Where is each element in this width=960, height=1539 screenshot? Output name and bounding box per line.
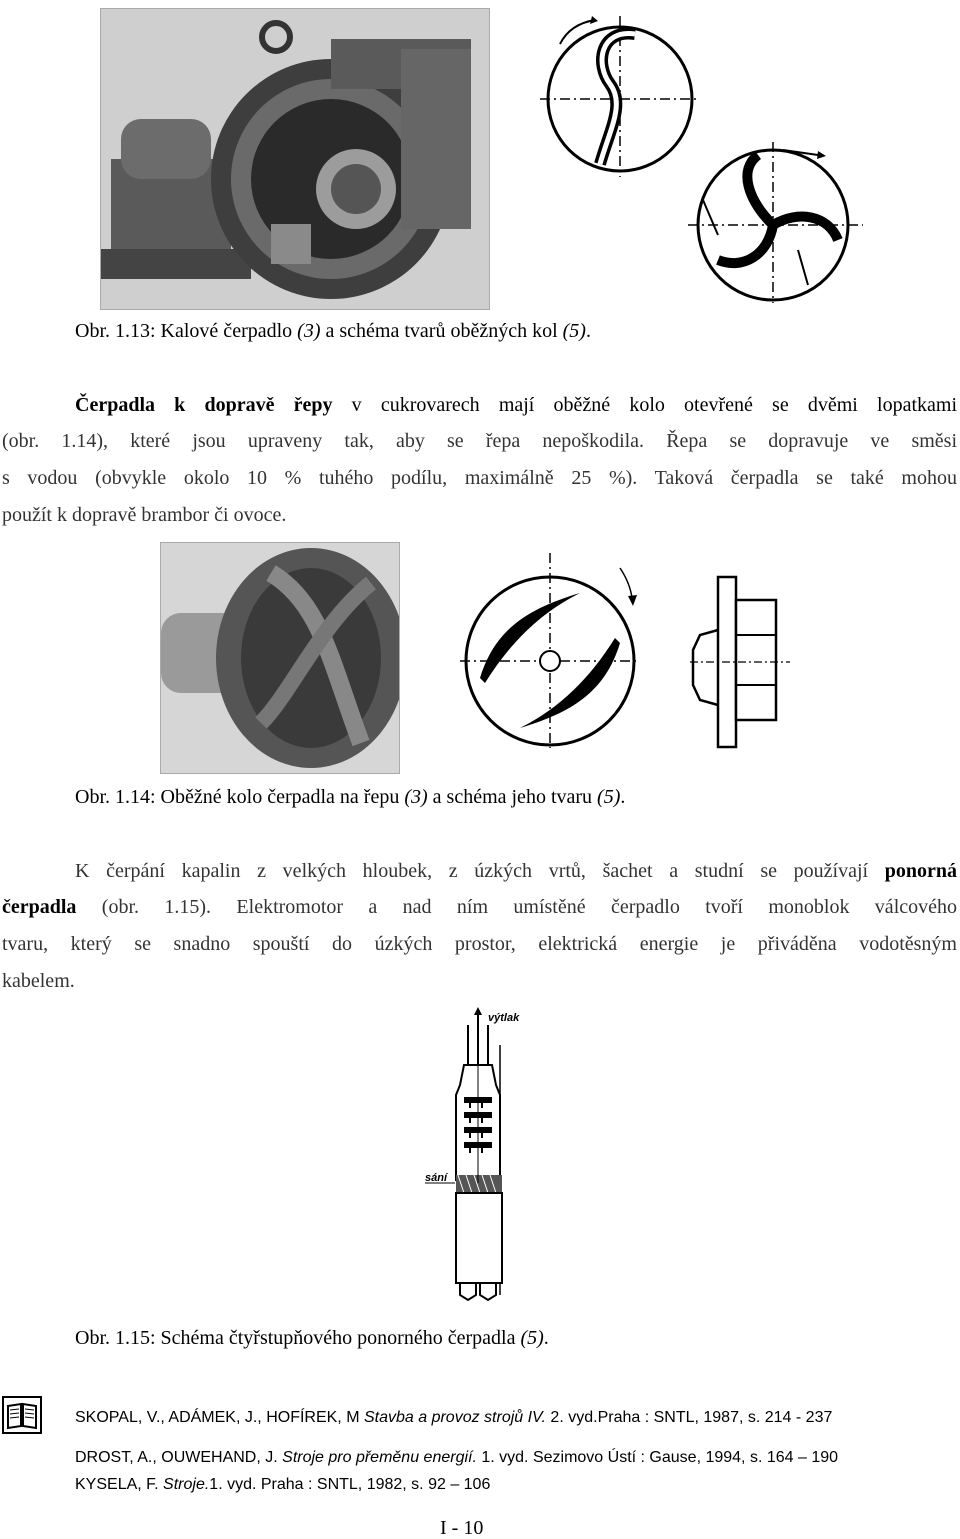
reference-title: Stroje pro přeměnu energií. [282,1449,477,1466]
reference-title: Stavba a provoz strojů IV. [363,1409,546,1426]
reference-title: Stroje. [163,1476,210,1493]
paragraph-beet-pumps-line-1 [75,395,957,415]
beet-impeller-front-schema [440,548,645,748]
caption-text: . [543,1327,549,1349]
caption-ref: (5) [597,786,621,808]
caption-text: Obr. 1.15: Schéma čtyřstupňového ponorného čerpadla [75,1327,521,1349]
bold-term: ponorná [884,860,957,882]
caption-text: a schéma jeho tvaru [427,786,598,808]
figure-caption-1-15 [75,1328,549,1348]
paragraph-submersible-line-4: kabelem. [2,970,75,992]
reference-item [75,1476,490,1494]
caption-ref: (5) [520,1327,544,1349]
bold-term: Čerpadla k dopravě řepy [75,394,333,416]
reference-authors: DROST, A., OUWEHAND, J. [75,1449,283,1466]
paragraph-beet-pumps-line-4: použít k dopravě brambor či ovoce. [2,504,287,526]
paragraph-submersible-line-2 [2,897,957,917]
reference-item [75,1409,832,1427]
reference-details: 1. vyd. Praha : SNTL, 1982, s. 92 – 106 [209,1476,491,1493]
impeller-shape-schema-bottom [688,140,863,305]
reference-details: 1. vyd. Sezimovo Ústí : Gause, 1994, s. 164 – 190 [476,1449,839,1466]
beet-pump-impeller-photo [160,542,400,774]
paragraph-submersible-line-3: tvaru, který se snadno spouští do úzkých prostor, elektrická energie je přiváděna vodotěsným [2,933,957,955]
submersible-pump-schema [420,1005,530,1315]
bold-term: čerpadla [2,896,77,918]
inlet-label: sání [425,1172,448,1184]
outlet-label: výtlak [488,1012,520,1024]
paragraph-beet-pumps-line-2: (obr. 1.14), které jsou upraveny tak, aby se řepa nepoškodila. Řepa se dopravuje ve směsi [2,430,957,452]
caption-ref: (3) [297,320,321,342]
figure-caption-1-14 [75,787,625,807]
caption-text: . [585,320,591,342]
figure-caption-1-13 [75,321,591,341]
page-number: I - 10 [440,1517,484,1539]
paragraph-submersible-line-1 [75,861,957,881]
caption-ref: (3) [404,786,428,808]
caption-ref: (5) [562,320,586,342]
paragraph-text: K čerpání kapalin z velkých hloubek, z úzkých vrtů, šachet a studní se používají [75,860,885,882]
reference-authors: SKOPAL, V., ADÁMEK, J., HOFÍREK, M [75,1409,364,1426]
sludge-pump-photo [100,8,490,310]
caption-text: Obr. 1.14: Oběžné kolo čerpadla na řepu [75,786,405,808]
paragraph-text: v cukrovarech mají oběžné kolo otevřené se dvěmi lopatkami [332,394,958,416]
caption-text: . [620,786,626,808]
paragraph-beet-pumps-line-3: s vodou (obvykle okolo 10 % tuhého podílu, maximálně 25 %). Taková čerpadla se také mohou [2,467,957,489]
reference-item [75,1449,838,1467]
caption-text: a schéma tvarů oběžných kol [320,320,563,342]
beet-impeller-side-schema [690,575,790,755]
paragraph-text: (obr. 1.15). Elektromotor a nad ním umístěné čerpadlo tvoří monoblok válcového [76,896,957,918]
book-icon [2,1396,42,1434]
impeller-shape-schema-top [540,14,700,179]
reference-authors: KYSELA, F. [75,1476,164,1493]
reference-details: 2. vyd.Praha : SNTL, 1987, s. 214 - 237 [545,1409,833,1426]
caption-text: Obr. 1.13: Kalové čerpadlo [75,320,298,342]
